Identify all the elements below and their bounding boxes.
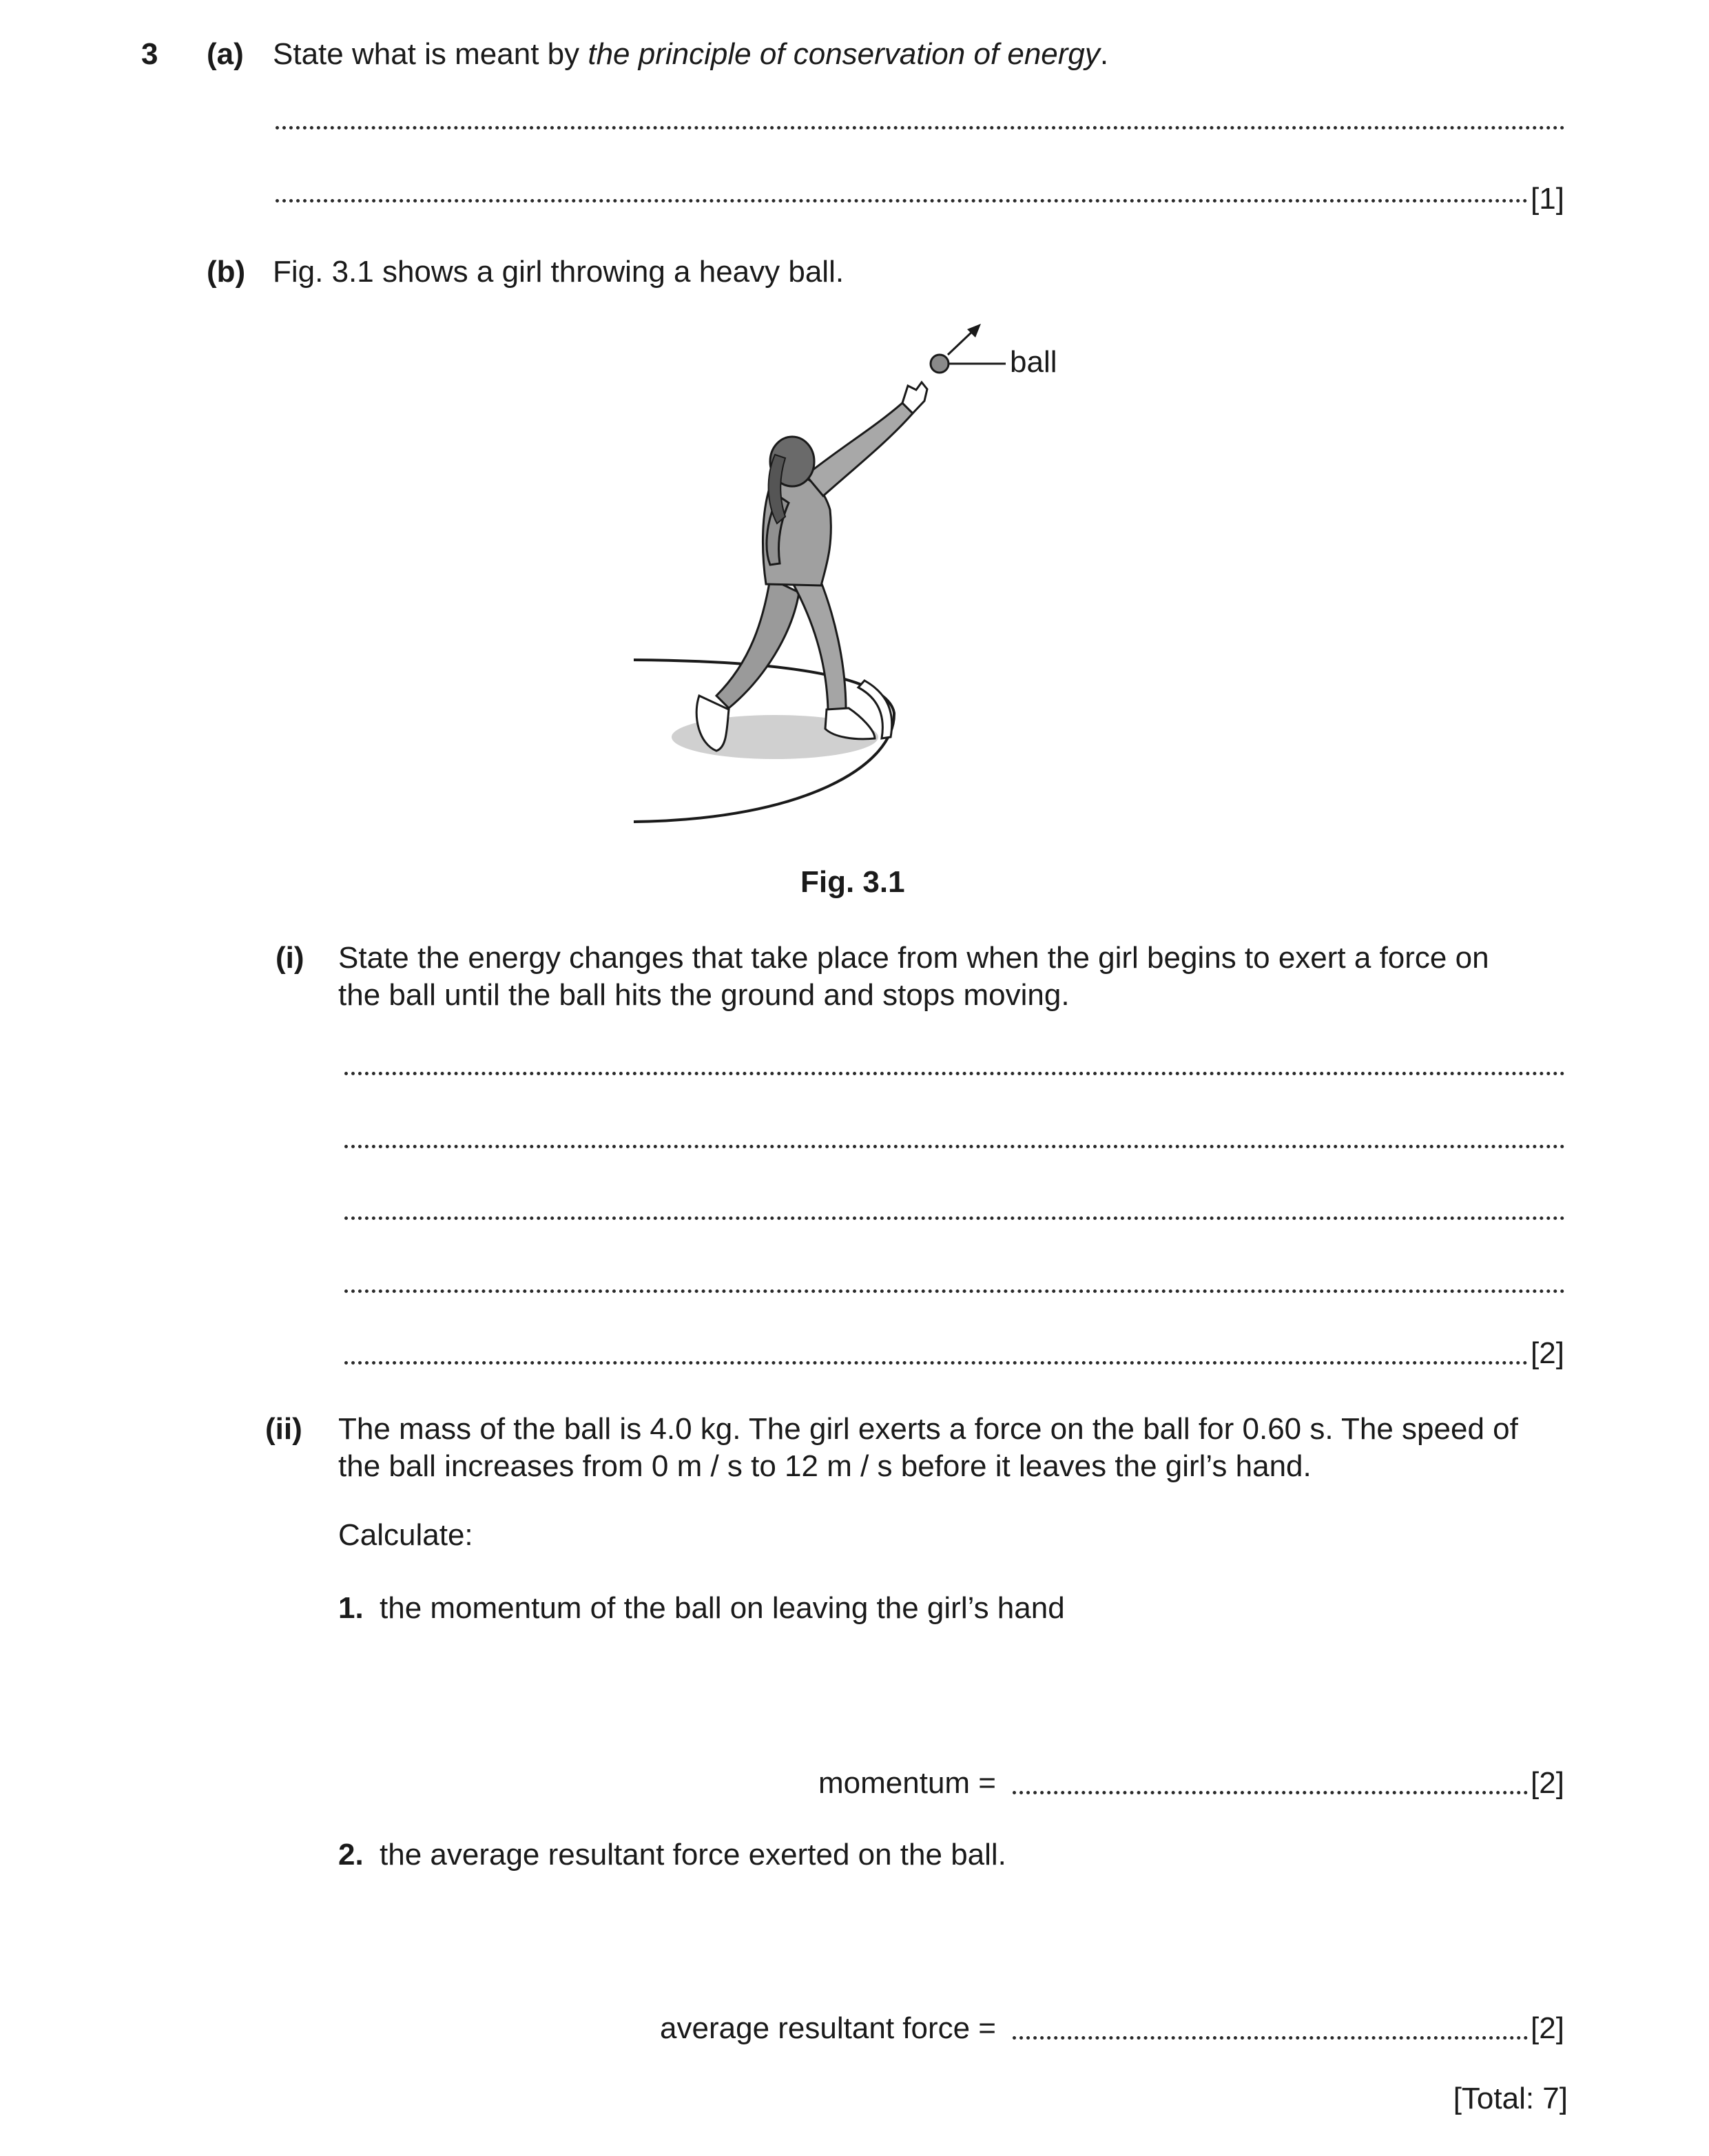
ball <box>931 355 949 373</box>
answer-line-i2[interactable] <box>344 1145 1565 1148</box>
sub-i-label: (i) <box>276 941 304 975</box>
item2-number: 2. <box>338 1838 364 1872</box>
item2-marks: [2] <box>1531 2011 1564 2045</box>
sub-i-marks: [2] <box>1531 1336 1564 1370</box>
sub-i-line2: the ball until the ball hits the ground and stops moving. <box>338 978 1070 1012</box>
answer-line-i4[interactable] <box>344 1289 1565 1293</box>
part-a-text-end: . <box>1099 37 1109 71</box>
ball-label: ball <box>1010 345 1057 379</box>
force-answer-line[interactable] <box>1013 2036 1528 2040</box>
part-a-italic-term: the principle of conservation of energy <box>588 37 1100 71</box>
answer-line-i3[interactable] <box>344 1216 1565 1220</box>
total-marks: [Total: 7] <box>1453 2082 1568 2115</box>
answer-line-a1[interactable] <box>276 126 1565 129</box>
answer-line-i5[interactable] <box>344 1361 1528 1365</box>
part-a-text: State what is meant by <box>273 37 588 71</box>
answer-line-a2[interactable] <box>276 199 1528 203</box>
front-shoe <box>825 708 875 739</box>
throwing-arm <box>806 403 913 496</box>
part-b-text: Fig. 3.1 shows a girl throwing a heavy ball. <box>273 255 845 289</box>
velocity-arrow-shaft <box>948 329 975 355</box>
item2-text: the average resultant force exerted on the ball. <box>380 1838 1006 1872</box>
sub-ii-label: (ii) <box>265 1412 302 1446</box>
sub-i-line1: State the energy changes that take place from when the girl begins to exert a force on <box>338 941 1489 975</box>
item1-marks: [2] <box>1531 1766 1564 1800</box>
momentum-answer-line[interactable] <box>1013 1791 1528 1794</box>
part-a-marks: [1] <box>1531 182 1564 216</box>
part-a-label: (a) <box>207 37 244 71</box>
calculate-label: Calculate: <box>338 1518 473 1552</box>
item1-text: the momentum of the ball on leaving the girl’s hand <box>380 1591 1065 1625</box>
part-b-label: (b) <box>207 255 246 289</box>
figure-caption: Fig. 3.1 <box>800 865 905 899</box>
part-a-question <box>273 36 1108 73</box>
item1-number: 1. <box>338 1591 364 1625</box>
back-leg <box>716 579 799 708</box>
momentum-answer-label: momentum = <box>818 1766 996 1800</box>
sub-ii-line1: The mass of the ball is 4.0 kg. The girl exerts a force on the ball for 0.60 s. The speed of <box>338 1412 1518 1446</box>
answer-line-i1[interactable] <box>344 1072 1565 1075</box>
force-answer-label: average resultant force = <box>660 2011 996 2045</box>
figure-girl-throwing-ball <box>620 313 1116 844</box>
front-leg <box>792 579 846 709</box>
sub-ii-line2: the ball increases from 0 m / s to 12 m / s before it leaves the girl’s hand. <box>338 1449 1312 1483</box>
question-number: 3 <box>141 37 158 71</box>
